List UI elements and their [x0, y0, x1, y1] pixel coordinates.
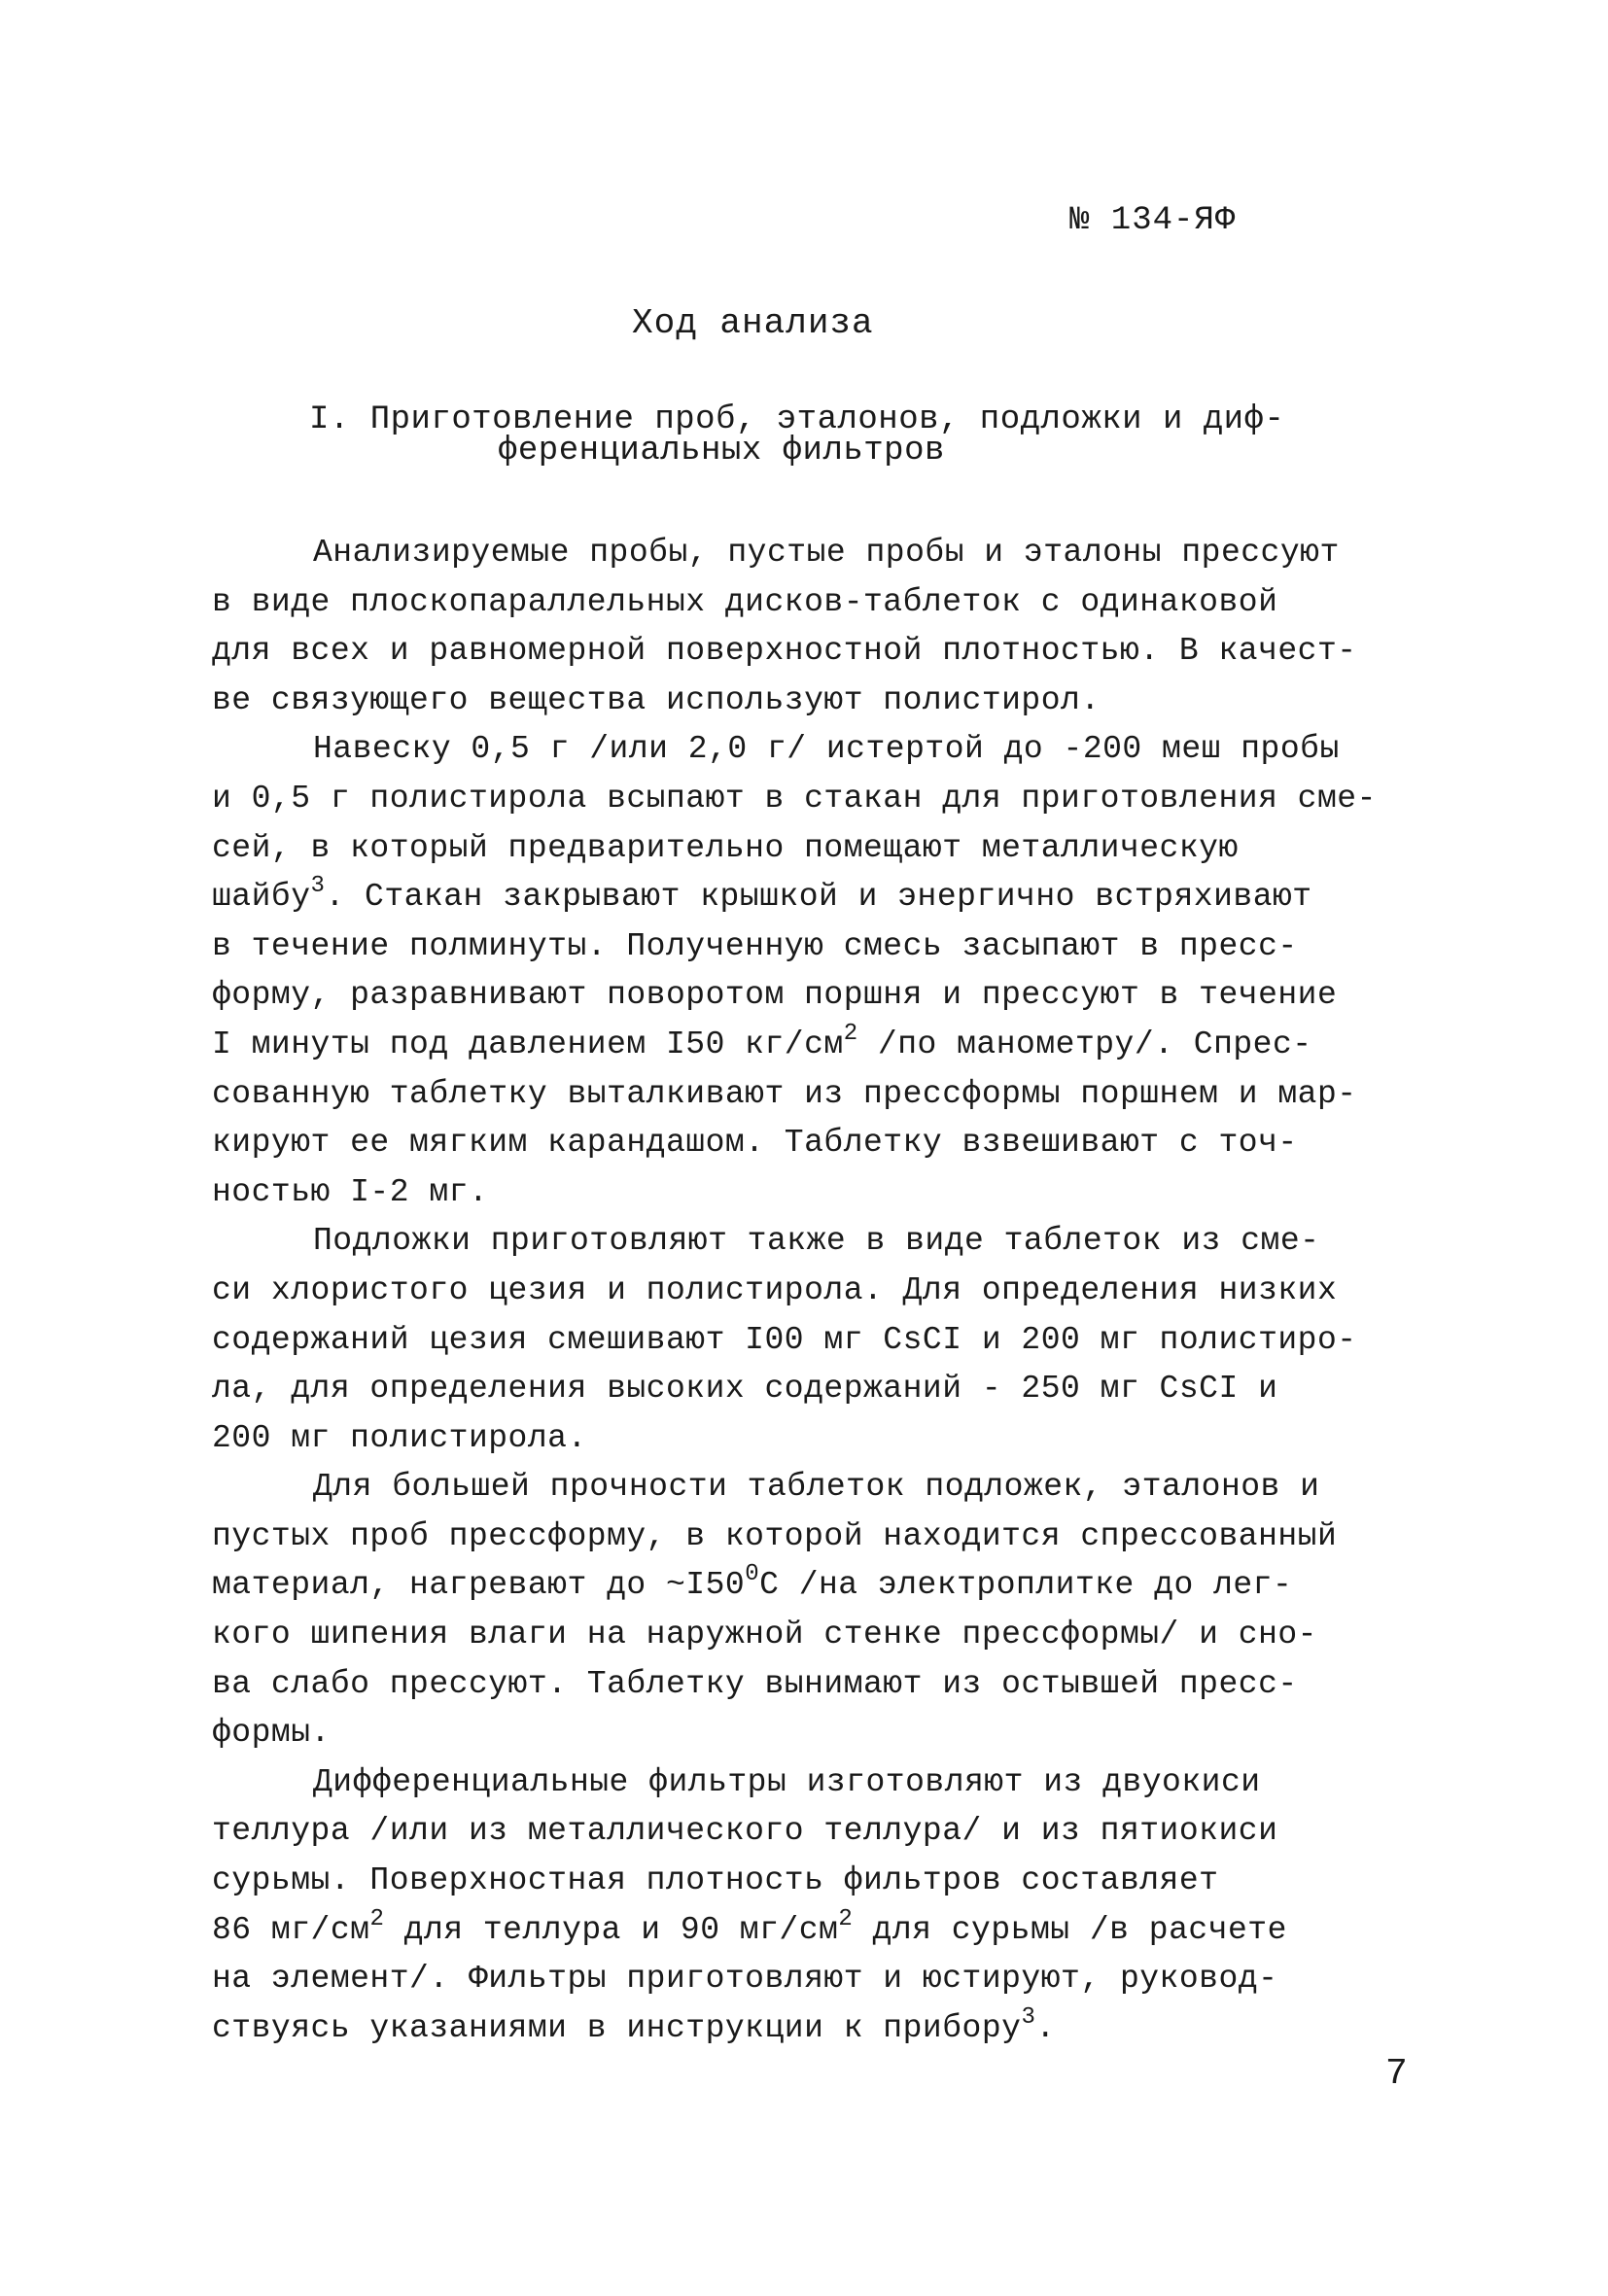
text-line: Анализируемые пробы, пустые пробы и эталоны прессуют [313, 535, 1340, 571]
superscript: 2 [843, 1020, 858, 1047]
text-line: ла, для определения высоких содержаний - 250 мг CsCI и [212, 1371, 1278, 1408]
text-segment: для теллура и 90 мг/см [384, 1911, 839, 1948]
text-line: сурьмы. Поверхностная плотность фильтров составляет [212, 1862, 1219, 1899]
superscript: 2 [838, 1905, 854, 1932]
footnote-reference: 3 [1021, 2003, 1036, 2031]
text-line [212, 1561, 1427, 1611]
section-title [309, 401, 1379, 470]
text-line: формы. [212, 1715, 331, 1752]
superscript: 0 [745, 1561, 760, 1588]
section-title-line-2: ференциальных фильтров [498, 433, 945, 470]
section-title-line-1: I. Приготовление проб, эталонов, подложки и диф- [309, 401, 1285, 438]
text-line: Навеску 0,5 г /или 2,0 г/ истертой до -200 меш пробы [313, 731, 1340, 768]
page-heading: Ход анализа [632, 303, 874, 343]
text-segment: . [1035, 2009, 1056, 2046]
text-line: пустых проб прессформу, в которой находится спрессованный [212, 1517, 1338, 1554]
text-segment: . Стакан закрывают крышкой и энергично встряхивают [325, 879, 1312, 916]
text-line: кируют ее мягким карандашом. Таблетку взвешивают с точ- [212, 1125, 1298, 1162]
text-line: Дифференциальные фильтры изготовляют из двуокиси [313, 1763, 1261, 1800]
text-line: ва слабо прессуют. Таблетку вынимают из остывшей пресс- [212, 1665, 1298, 1702]
text-line [212, 873, 1427, 922]
text-line: для всех и равномерной поверхностной плотностью. В качест- [212, 633, 1357, 670]
text-line: на элемент/. Фильтры приготовляют и юстируют, руковод- [212, 1961, 1278, 1998]
body-text [212, 529, 1427, 2053]
text-segment: для сурьмы /в расчете [853, 1911, 1287, 1948]
text-line [212, 1906, 1427, 1956]
document-number: № 134-ЯФ [1069, 202, 1237, 239]
text-line: кого шипения влаги на наружной стенке прессформы/ и сно- [212, 1617, 1317, 1653]
text-line: ностью I-2 мг. [212, 1173, 489, 1210]
text-segment: материал, нагревают до ~I50 [212, 1567, 746, 1604]
text-segment: I минуты под давлением I50 кг/см [212, 1026, 844, 1062]
text-segment: С /на электроплитке до лег- [759, 1567, 1293, 1604]
text-line: и 0,5 г полистирола всыпают в стакан для приготовления сме- [212, 780, 1377, 817]
text-line: содержаний цезия смешивают I00 мг CsCI и 200 мг полистиро- [212, 1321, 1357, 1358]
text-segment: шайбу [212, 879, 311, 916]
paragraph-2 [212, 725, 1427, 1217]
text-line: Для большей прочности таблеток подложек, эталонов и [313, 1469, 1320, 1506]
footnote-reference: 3 [310, 873, 326, 900]
text-line: 200 мг полистирола. [212, 1419, 587, 1456]
text-line: в виде плоскопараллельных дисков-таблеток с одинаковой [212, 583, 1278, 620]
text-line: сей, в который предварительно помещают металлическую [212, 829, 1239, 866]
text-line: сованную таблетку выталкивают из прессформы поршнем и мар- [212, 1075, 1357, 1112]
text-segment: 86 мг/см [212, 1911, 370, 1948]
text-line [212, 1021, 1427, 1070]
paragraph-4 [212, 1463, 1427, 1758]
superscript: 2 [369, 1905, 385, 1932]
text-segment: /по манометру/. Спрес- [857, 1026, 1312, 1062]
text-line: теллура /или из металлического теллура/ и из пятиокиси [212, 1813, 1278, 1850]
text-line: в течение полминуты. Полученную смесь засыпают в пресс- [212, 927, 1298, 964]
text-line: Подложки приготовляют также в виде таблеток из сме- [313, 1223, 1320, 1260]
text-segment: ствуясь указаниями в инструкции к прибору [212, 2009, 1022, 2046]
text-line: си хлористого цезия и полистирола. Для определения низких [212, 1271, 1338, 1308]
text-line: ве связующего вещества используют полистирол. [212, 681, 1101, 718]
text-line [212, 2004, 1427, 2054]
paragraph-5 [212, 1758, 1427, 2054]
page-number: 7 [1385, 2053, 1408, 2095]
paragraph-1 [212, 529, 1427, 725]
text-line: форму, разравнивают поворотом поршня и прессуют в течение [212, 977, 1338, 1014]
paragraph-3 [212, 1217, 1427, 1463]
